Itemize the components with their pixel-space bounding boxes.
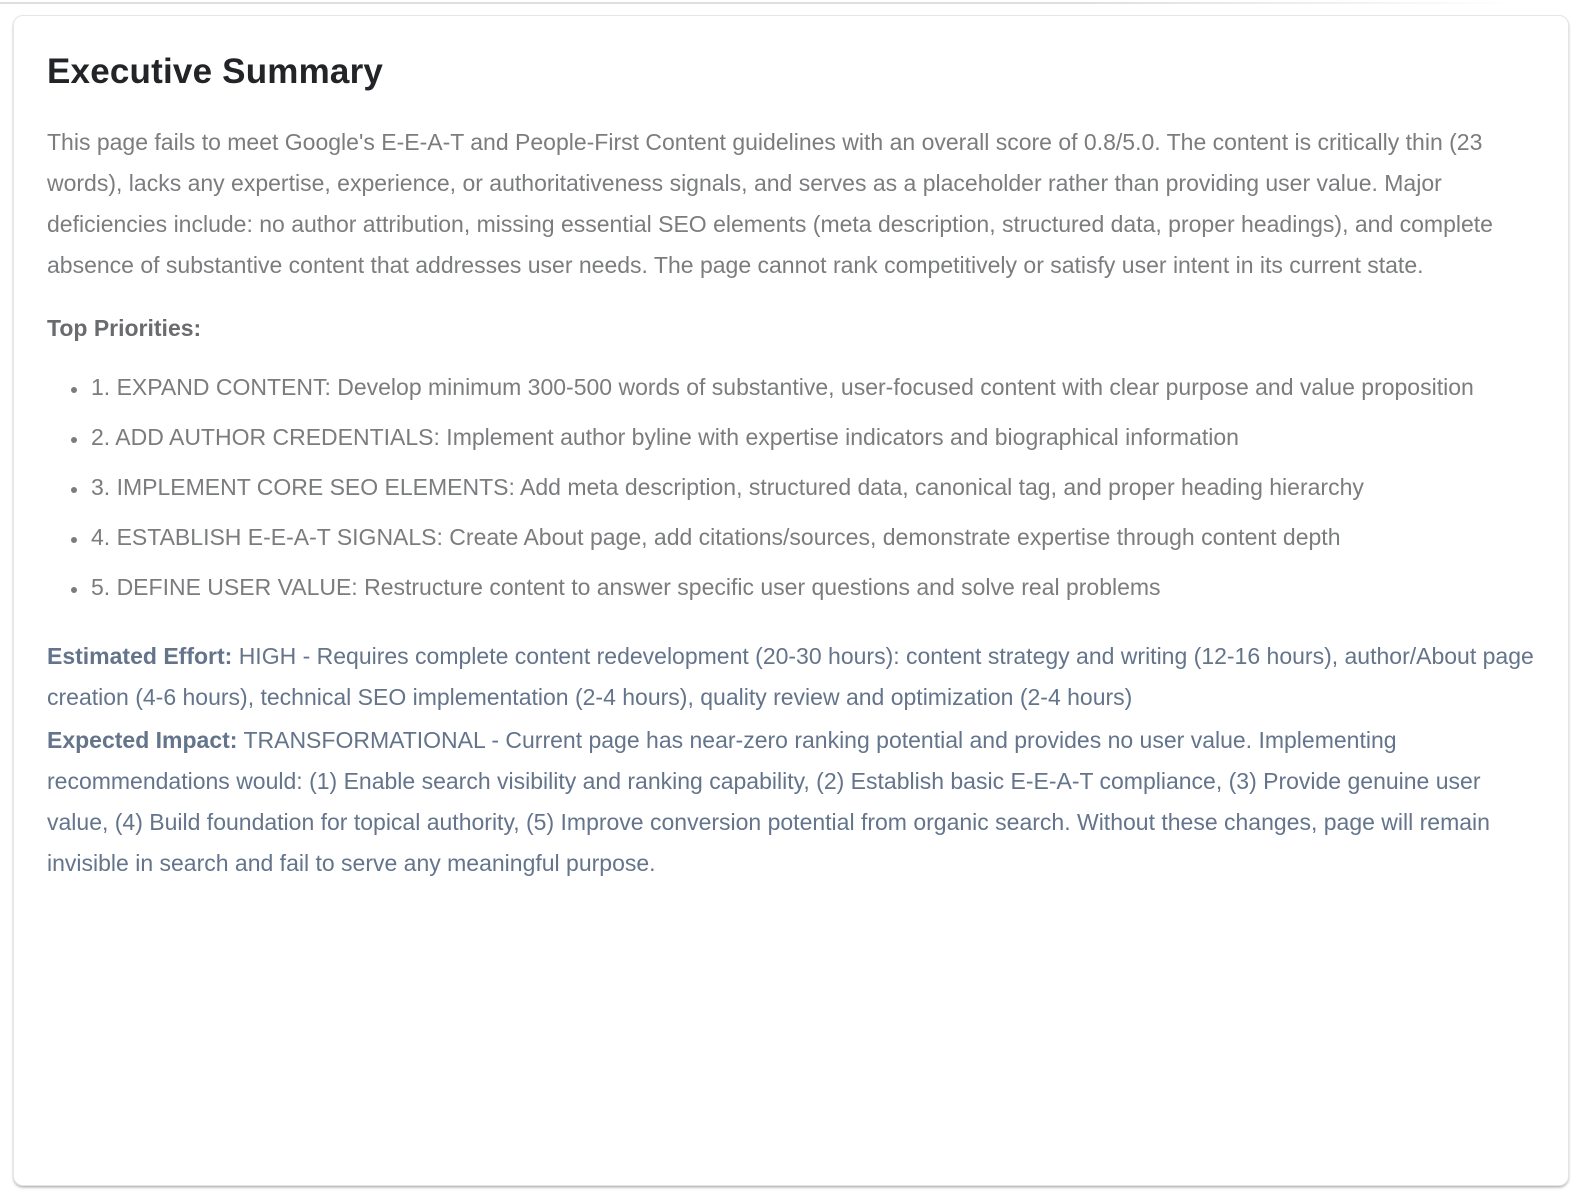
priorities-label: Top Priorities: xyxy=(47,315,202,342)
effort-impact-section xyxy=(47,636,1535,884)
estimated-effort-label: Estimated Effort: xyxy=(47,643,233,670)
priority-item: • 3. IMPLEMENT CORE SEO ELEMENTS: Add meta description, structured data, canonical tag, and proper heading hierarchy xyxy=(89,467,1535,508)
priority-item: • 5. DEFINE USER VALUE: Restructure content to answer specific user questions and solve real problems xyxy=(89,567,1535,608)
priorities-list xyxy=(47,367,1535,608)
priority-item: • 1. EXPAND CONTENT: Develop minimum 300-500 words of substantive, user-focused content with clear purpose and value proposition xyxy=(89,367,1535,408)
priority-item: • 2. ADD AUTHOR CREDENTIALS: Implement author byline with expertise indicators and biographical information xyxy=(89,417,1535,458)
previous-card-bottom-edge xyxy=(0,2,1582,4)
estimated-effort-paragraph xyxy=(47,636,1535,718)
expected-impact-paragraph xyxy=(47,720,1535,884)
summary-paragraph: This page fails to meet Google's E-E-A-T and People-First Content guidelines with an overall score of 0.8/5.0. The content is critically thin (23 words), lacks any expertise, experience, or authoritativeness signals, and serves as a placeholder rather than providing user value. Major deficiencies include: no author attribution, missing essential SEO elements (meta description, structured data, proper headings), and complete absence of substantive content that addresses user needs. The page cannot rank competitively or satisfy user intent in its current state. xyxy=(47,129,1493,279)
estimated-effort-text: HIGH - Requires complete content redevelopment (20-30 hours): content strategy and writing (12-16 hours), author/About page creation (4-6 hours), technical SEO implementation (2-4 hours), quality review and optimization (2-4 hours) xyxy=(47,643,1534,711)
priority-item: • 4. ESTABLISH E-E-A-T SIGNALS: Create About page, add citations/sources, demonstrate expertise through content depth xyxy=(89,517,1535,558)
expected-impact-label: Expected Impact: xyxy=(47,727,238,754)
page-title: Executive Summary xyxy=(47,52,384,91)
expected-impact-text: TRANSFORMATIONAL - Current page has near-zero ranking potential and provides no user value. Implementing recommendations would: (1) Enable search visibility and ranking capability, (2) Establish basic E-E-A-T compliance, (3) Provide genuine user value, (4) Build foundation for topical authority, (5) Improve conversion potential from organic search. Without these changes, page will remain invisible in search and fail to serve any meaningful purpose. xyxy=(47,727,1490,877)
executive-summary-card xyxy=(13,15,1569,1186)
